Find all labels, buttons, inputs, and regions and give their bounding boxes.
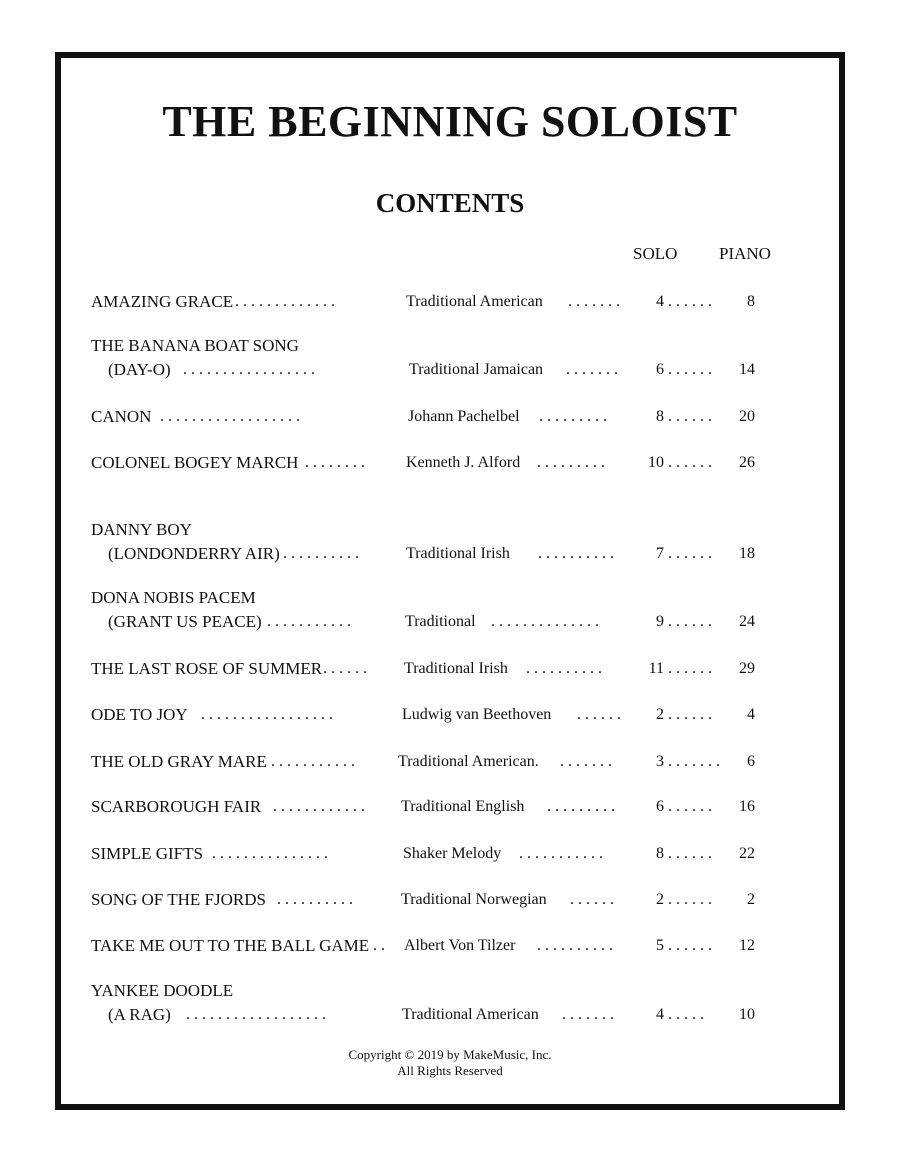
leader-dots: . . . . . . . . . . . . . . (491, 613, 599, 630)
piano-page-number: 20 (739, 408, 755, 425)
leader-dots: . . . . . . . . . (537, 454, 605, 471)
song-title: DANNY BOY (91, 520, 192, 539)
leader-dots: . . . . . . . . . . (537, 937, 613, 954)
piano-page-number: 8 (747, 293, 755, 310)
solo-page-number: 3 (656, 753, 664, 770)
song-title: THE OLD GRAY MARE (91, 752, 267, 771)
composer: Traditional Norwegian (401, 891, 547, 908)
leader-dots: . . . . . . . (562, 1006, 614, 1023)
leader-dots: . . . . . . . . . . . (271, 753, 355, 770)
leader-dots: . . . . . . (668, 937, 712, 954)
song-title: TAKE ME OUT TO THE BALL GAME (91, 936, 370, 955)
leader-dots: . . . . . . . . . . (538, 545, 614, 562)
solo-page-number: 8 (656, 845, 664, 862)
toc-entry (0, 934, 900, 958)
toc-entry (0, 888, 900, 912)
solo-page-number: 10 (648, 454, 664, 471)
copyright-line: Copyright © 2019 by MakeMusic, Inc. (348, 1047, 552, 1062)
leader-dots: . . . . . . (668, 293, 712, 310)
composer: Traditional American (402, 1006, 539, 1023)
leader-dots: . . . . . . . (566, 361, 618, 378)
song-title: DONA NOBIS PACEM (91, 588, 256, 607)
song-subtitle: (LONDONDERRY AIR) (108, 544, 280, 563)
leader-dots: . . . . . (668, 1006, 704, 1023)
copyright-notice (0, 1047, 900, 1079)
piano-page-number: 10 (739, 1006, 755, 1023)
leader-dots: . . . . . . . . . . . . . . . (212, 845, 328, 862)
composer: Traditional English (401, 798, 525, 815)
leader-dots: . . . . . . . . . . . . . (235, 293, 335, 310)
leader-dots: . . . . . . (668, 361, 712, 378)
solo-page-number: 2 (656, 891, 664, 908)
composer: Traditional Irish (406, 545, 510, 562)
leader-dots: . . . . . . . . . . . . . . . . . (201, 706, 333, 723)
song-title: COLONEL BOGEY MARCH (91, 453, 299, 472)
toc-entry (0, 451, 900, 475)
song-title: SCARBOROUGH FAIR (91, 797, 262, 816)
leader-dots: . . . . . . . . . . . (267, 613, 351, 630)
solo-page-number: 7 (656, 545, 664, 562)
piano-page-number: 14 (739, 361, 755, 378)
leader-dots: . . . . . . (668, 706, 712, 723)
piano-page-number: 4 (747, 706, 755, 723)
piano-page-number: 22 (739, 845, 755, 862)
composer: Shaker Melody (403, 845, 502, 862)
leader-dots: . . . . . . . (560, 753, 612, 770)
song-title: SIMPLE GIFTS (91, 844, 203, 863)
song-title: AMAZING GRACE (91, 292, 234, 311)
toc-entry (0, 842, 900, 866)
toc-entry-title-line (0, 979, 900, 1003)
composer: Traditional (405, 613, 476, 630)
toc-entry-title-line (0, 586, 900, 610)
leader-dots: . . . . . . (577, 706, 621, 723)
leader-dots: . . (373, 937, 385, 954)
solo-page-number: 5 (656, 937, 664, 954)
piano-page-number: 24 (739, 613, 755, 630)
leader-dots: . . . . . . . . . . . . . . . . . . (160, 408, 300, 425)
piano-page-number: 2 (747, 891, 755, 908)
solo-page-number: 6 (656, 361, 664, 378)
leader-dots: . . . . . . . . . . . (519, 845, 603, 862)
toc-entry (0, 703, 900, 727)
solo-page-number: 4 (656, 1006, 664, 1023)
composer: Albert Von Tilzer (404, 937, 516, 954)
leader-dots: . . . . . . . . (305, 454, 365, 471)
leader-dots: . . . . . . . . . . (526, 660, 602, 677)
solo-page-number: 6 (656, 798, 664, 815)
toc-entry (0, 750, 900, 774)
page-title: THE BEGINNING SOLOIST (162, 97, 738, 146)
leader-dots: . . . . . . (668, 798, 712, 815)
leader-dots: . . . . . . . . . . . . . . . . . (183, 361, 315, 378)
toc-entry (0, 542, 900, 566)
composer: Traditional Irish (404, 660, 508, 677)
toc-entry (0, 610, 900, 634)
song-title: THE BANANA BOAT SONG (91, 336, 299, 355)
leader-dots: . . . . . . . (668, 753, 720, 770)
leader-dots: . . . . . . (668, 660, 712, 677)
composer: Traditional American. (398, 753, 539, 770)
toc-entry (0, 1003, 900, 1027)
song-title: ODE TO JOY (91, 705, 188, 724)
composer: Johann Pachelbel (408, 408, 520, 425)
leader-dots: . . . . . . (668, 845, 712, 862)
song-subtitle: (A RAG) (108, 1005, 171, 1024)
solo-page-number: 11 (648, 660, 664, 677)
toc-entry (0, 358, 900, 382)
piano-page-number: 12 (739, 937, 755, 954)
solo-page-number: 8 (656, 408, 664, 425)
song-subtitle: (DAY-O) (108, 360, 171, 379)
piano-page-number: 18 (739, 545, 755, 562)
leader-dots: . . . . . . . . . . . . . . . . . . (186, 1006, 326, 1023)
leader-dots: . . . . . . (668, 891, 712, 908)
piano-page-number: 29 (739, 660, 755, 677)
solo-page-number: 2 (656, 706, 664, 723)
leader-dots: . . . . . . (570, 891, 614, 908)
solo-column-header: SOLO (633, 244, 678, 263)
composer: Ludwig van Beethoven (402, 706, 552, 723)
composer: Traditional Jamaican (409, 361, 544, 378)
composer: Traditional American (406, 293, 543, 310)
toc-entry (0, 405, 900, 429)
leader-dots: . . . . . . . (568, 293, 620, 310)
solo-page-number: 4 (656, 293, 664, 310)
contents-heading: CONTENTS (375, 188, 525, 218)
rights-line: All Rights Reserved (397, 1063, 503, 1078)
leader-dots: . . . . . . (668, 408, 712, 425)
leader-dots: . . . . . . . . . (539, 408, 607, 425)
composer: Kenneth J. Alford (406, 454, 521, 471)
leader-dots: . . . . . . . . . . . . (273, 798, 365, 815)
leader-dots: . . . . . . . . . . (283, 545, 359, 562)
leader-dots: . . . . . . (323, 660, 367, 677)
toc-entry (0, 657, 900, 681)
piano-column-header: PIANO (719, 244, 771, 263)
toc-entry (0, 795, 900, 819)
leader-dots: . . . . . . . . . (547, 798, 615, 815)
leader-dots: . . . . . . . . . . (277, 891, 353, 908)
solo-page-number: 9 (656, 613, 664, 630)
piano-page-number: 6 (747, 753, 755, 770)
leader-dots: . . . . . . (668, 613, 712, 630)
piano-page-number: 26 (739, 454, 755, 471)
toc-entry-title-line (0, 518, 900, 542)
leader-dots: . . . . . . (668, 454, 712, 471)
song-title: YANKEE DOODLE (91, 981, 234, 1000)
piano-page-number: 16 (739, 798, 755, 815)
song-title: SONG OF THE FJORDS (91, 890, 266, 909)
song-title: CANON (91, 407, 152, 426)
toc-entry (0, 290, 900, 314)
song-title: THE LAST ROSE OF SUMMER (91, 659, 323, 678)
song-subtitle: (GRANT US PEACE) (108, 612, 262, 631)
leader-dots: . . . . . . (668, 545, 712, 562)
toc-entry-title-line (0, 334, 900, 358)
